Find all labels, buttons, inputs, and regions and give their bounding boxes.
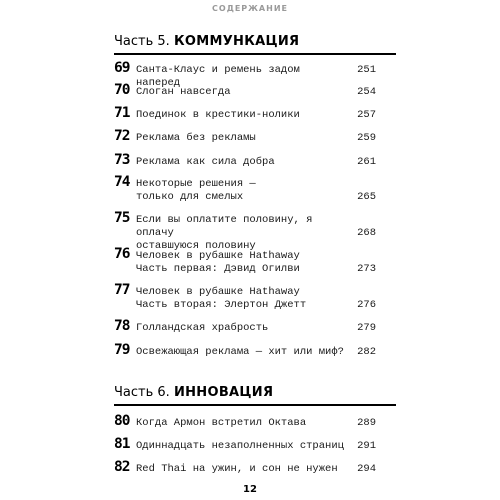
running-head: СОДЕРЖАНИЕ bbox=[212, 4, 288, 13]
chapter-title-line: Человек в рубашке Hathaway bbox=[136, 286, 300, 298]
chapter-title bbox=[136, 286, 346, 312]
chapter-number: 82 bbox=[114, 459, 130, 475]
chapter-title-line: только для смелых bbox=[136, 191, 244, 203]
chapter-title-line: Когда Армон встретил Октава bbox=[136, 417, 307, 429]
chapter-title-line: Поединок в крестики-нолики bbox=[136, 109, 300, 121]
page-ref: 291 bbox=[357, 440, 376, 452]
part-name: КОММУНКАЦИЯ bbox=[173, 34, 300, 49]
part-label: Часть 5. bbox=[114, 34, 170, 49]
chapter-title-line: Человек в рубашке Hathaway bbox=[136, 250, 300, 262]
chapter-number: 78 bbox=[114, 318, 130, 334]
page-ref: 289 bbox=[357, 417, 376, 429]
chapter-title bbox=[136, 417, 346, 430]
chapter-title-line: Слоган навсегда bbox=[136, 86, 231, 98]
chapter-title-line: Некоторые решения — bbox=[136, 178, 256, 190]
chapter-number: 80 bbox=[114, 413, 130, 429]
page-number: 12 bbox=[243, 484, 257, 495]
part-name: ИННОВАЦИЯ bbox=[173, 385, 274, 400]
chapter-title bbox=[136, 440, 346, 453]
chapter-number: 69 bbox=[114, 60, 130, 76]
chapter-number: 79 bbox=[114, 342, 130, 358]
section-rule bbox=[114, 53, 396, 55]
chapter-title bbox=[136, 463, 346, 476]
chapter-title-line: Red Thai на ужин, и сон не нужен bbox=[136, 463, 338, 475]
chapter-title-line: оставшуюся половину bbox=[136, 240, 256, 252]
part-6-heading bbox=[114, 385, 273, 400]
page-ref: 273 bbox=[357, 263, 376, 275]
chapter-title-line: Если вы оплатите половину, я оплачу bbox=[136, 214, 313, 239]
page-ref: 282 bbox=[357, 346, 376, 358]
chapter-title-line: Голландская храбрость bbox=[136, 322, 269, 334]
chapter-number: 71 bbox=[114, 105, 130, 121]
page-ref: 261 bbox=[357, 156, 376, 168]
chapter-number: 81 bbox=[114, 436, 130, 452]
chapter-title bbox=[136, 322, 346, 335]
page-ref: 254 bbox=[357, 86, 376, 98]
chapter-title bbox=[136, 178, 346, 204]
page-ref: 276 bbox=[357, 299, 376, 311]
chapter-title-line: Часть вторая: Элертон Джетт bbox=[136, 299, 307, 311]
chapter-title bbox=[136, 250, 346, 276]
chapter-number: 77 bbox=[114, 282, 130, 298]
chapter-title bbox=[136, 214, 346, 253]
chapter-number: 75 bbox=[114, 210, 130, 226]
chapter-title-line: Одиннадцать незаполненных страниц bbox=[136, 440, 344, 452]
part-label: Часть 6. bbox=[114, 385, 170, 400]
page-ref: 268 bbox=[357, 227, 376, 239]
page-ref: 279 bbox=[357, 322, 376, 334]
page-ref: 265 bbox=[357, 191, 376, 203]
chapter-title bbox=[136, 156, 346, 169]
chapter-title-line: Санта-Клаус и ремень задом наперед bbox=[136, 64, 300, 89]
chapter-number: 73 bbox=[114, 152, 130, 168]
chapter-title bbox=[136, 346, 346, 359]
chapter-title bbox=[136, 86, 346, 99]
chapter-number: 72 bbox=[114, 128, 130, 144]
part-5-heading bbox=[114, 34, 299, 49]
chapter-number: 74 bbox=[114, 174, 130, 190]
section-rule bbox=[114, 404, 396, 406]
chapter-number: 76 bbox=[114, 246, 130, 262]
chapter-title-line: Часть первая: Дэвид Огилви bbox=[136, 263, 300, 275]
chapter-title-line: Освежающая реклама — хит или миф? bbox=[136, 346, 344, 358]
page-ref: 257 bbox=[357, 109, 376, 121]
page-ref: 251 bbox=[357, 64, 376, 76]
chapter-title bbox=[136, 109, 346, 122]
chapter-number: 70 bbox=[114, 82, 130, 98]
chapter-title bbox=[136, 132, 346, 145]
chapter-title-line: Реклама как сила добра bbox=[136, 156, 275, 168]
chapter-title-line: Реклама без рекламы bbox=[136, 132, 256, 144]
page-ref: 259 bbox=[357, 132, 376, 144]
page-ref: 294 bbox=[357, 463, 376, 475]
